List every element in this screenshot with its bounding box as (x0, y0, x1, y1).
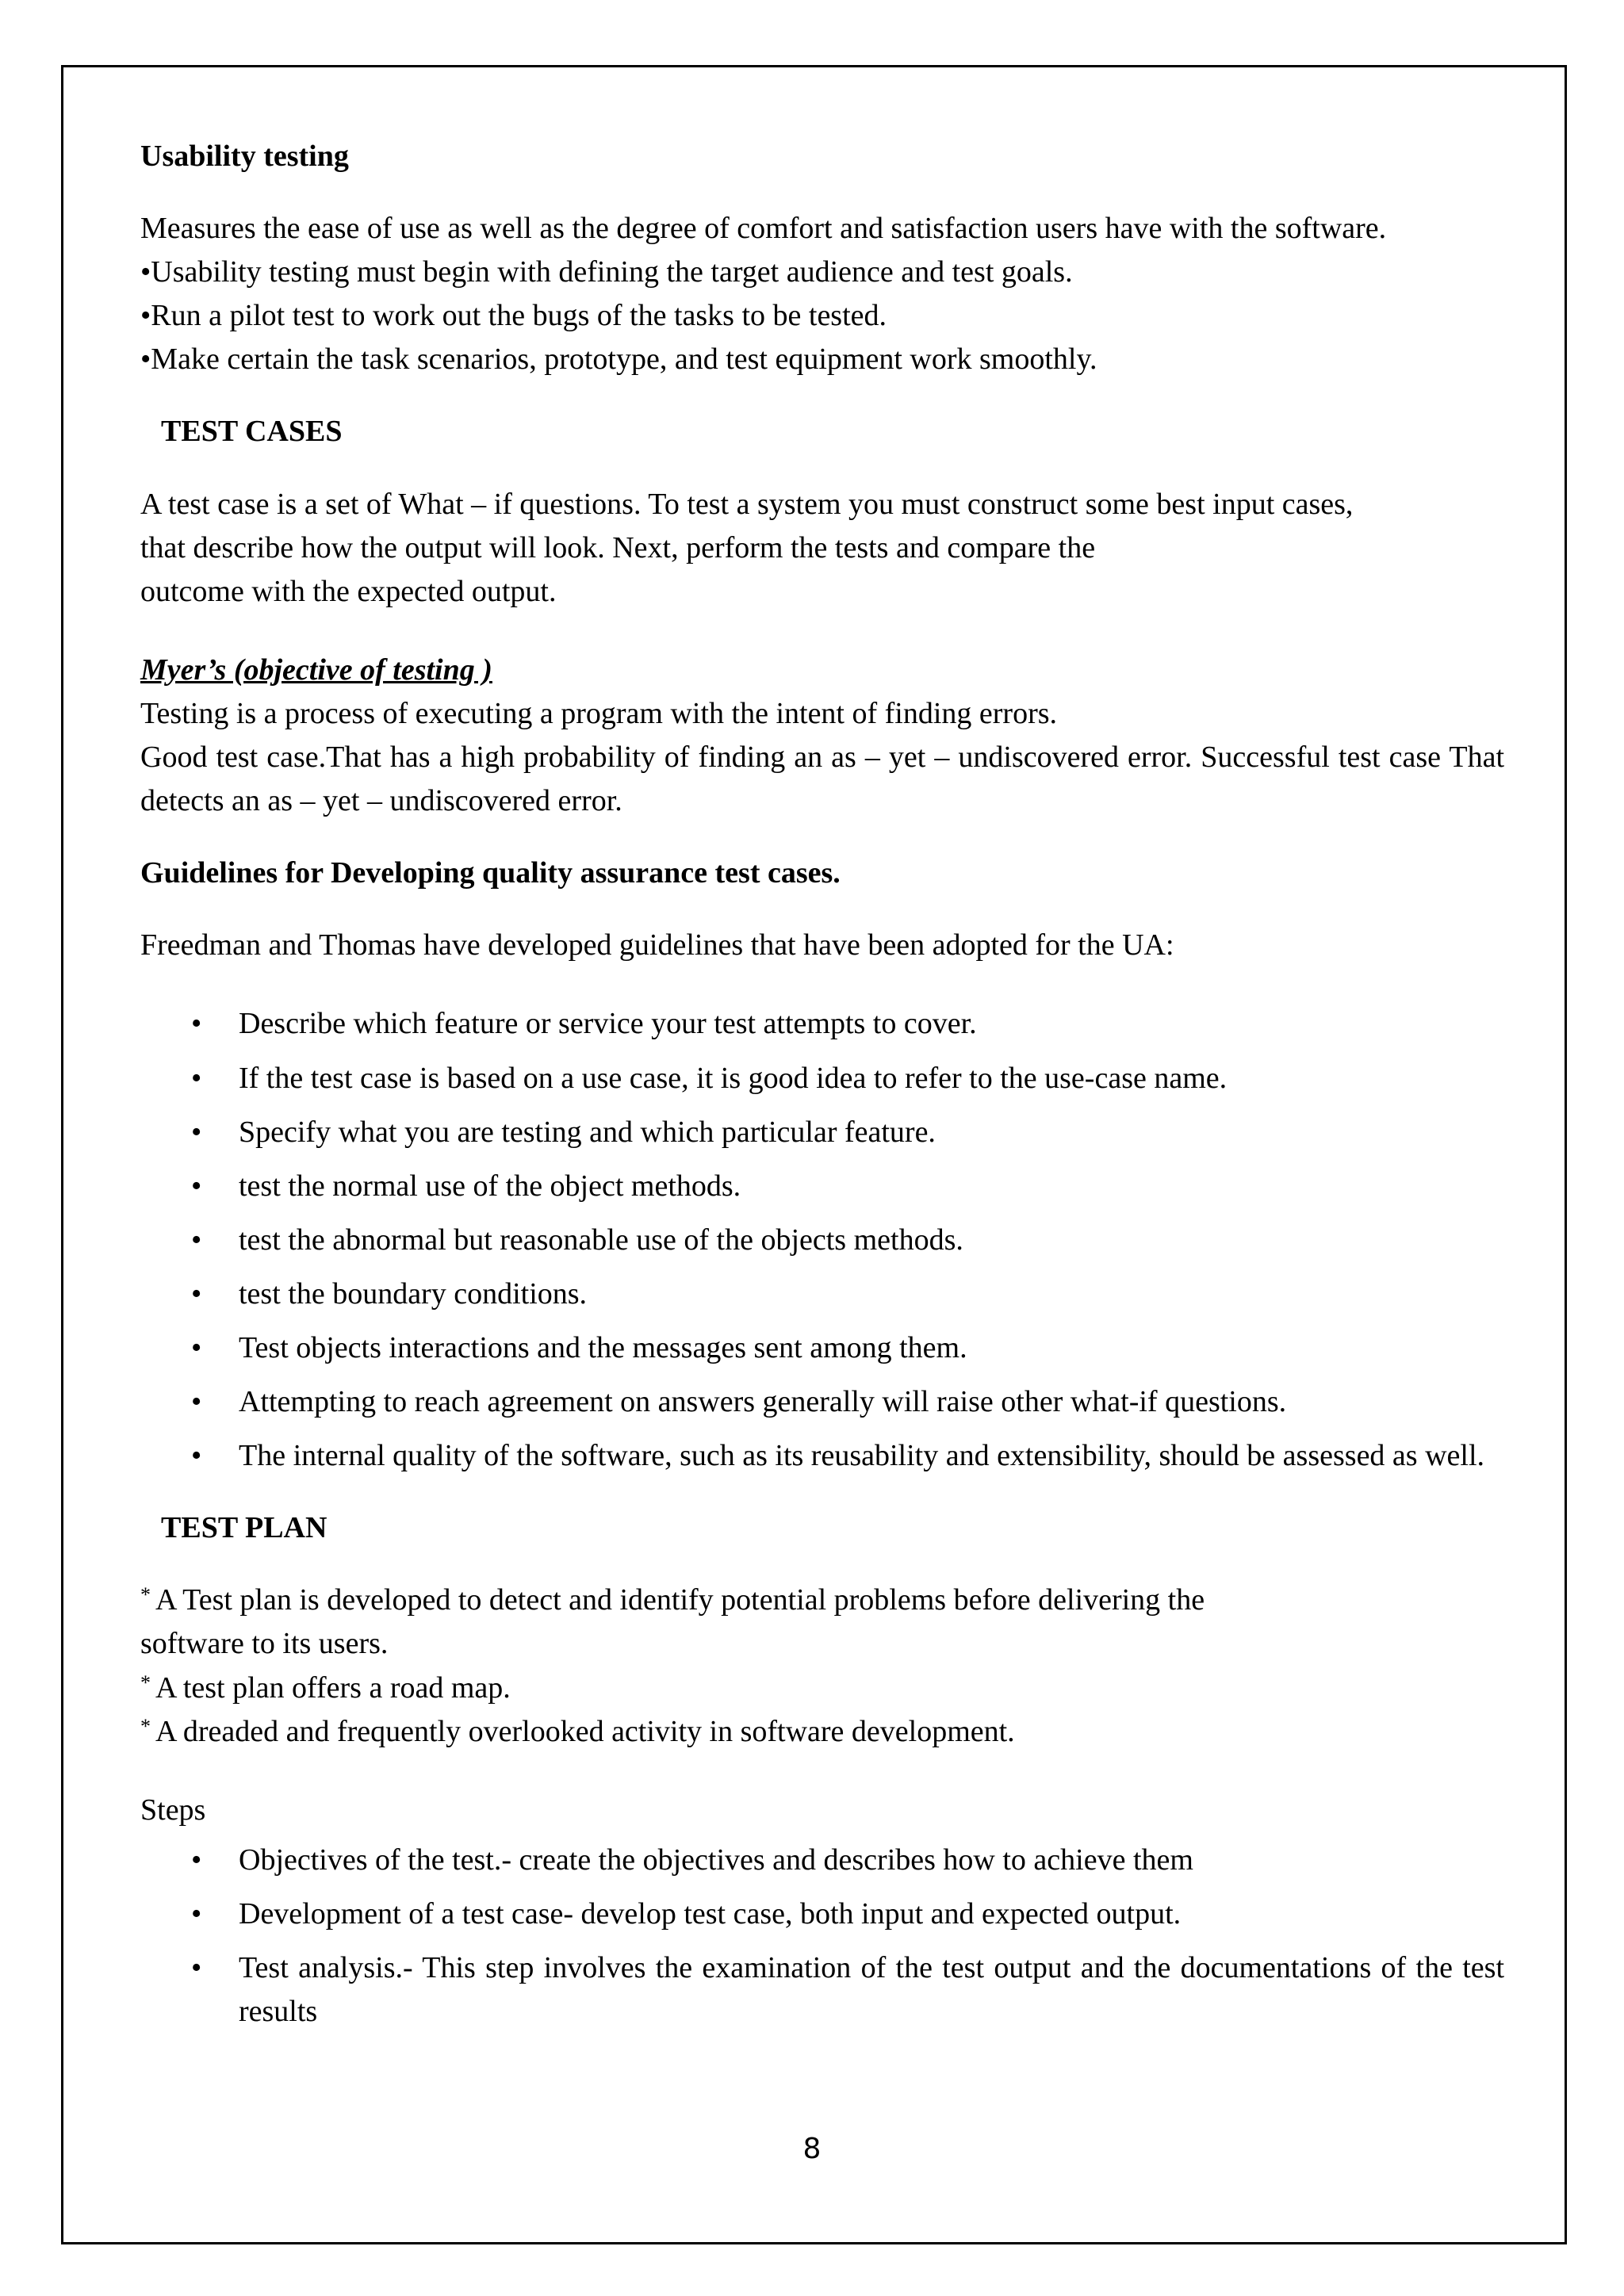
bullet-icon: • (191, 1007, 202, 1041)
bullet-icon: • (191, 1330, 202, 1364)
asterisk-icon: * (140, 1714, 151, 1738)
list-item: • Specify what you are testing and which particular feature. (140, 1111, 1504, 1154)
list-item: • Describe which feature or service your test attempts to cover. (140, 1002, 1504, 1046)
test-plan-heading: TEST PLAN (161, 1511, 327, 1545)
test-plan-point-continued: software to its users. (140, 1627, 389, 1661)
steps-list (140, 1839, 1504, 2034)
list-item: • test the abnormal but reasonable use of the objects methods. (140, 1219, 1504, 1262)
myers-heading: Myer’s (objective of testing ) (140, 652, 492, 687)
list-item: • Objectives of the test.- create the objectives and describes how to achieve them (140, 1839, 1504, 1882)
bullet-icon: • (191, 1896, 202, 1931)
list-item: • Attempting to reach agreement on answers generally will raise other what-if questions. (140, 1380, 1504, 1424)
test-cases-line: outcome with the expected output. (140, 574, 557, 608)
bullet-icon: • (191, 1169, 202, 1203)
list-item: • Test analysis.- This step involves the examination of the test output and the documentations of the test results (140, 1946, 1504, 2034)
guidelines-intro: Freedman and Thomas have developed guidelines that have been adopted for the UA: (140, 928, 1174, 962)
test-plan-point: * A dreaded and frequently overlooked activity in software development. (140, 1714, 1015, 1748)
bullet-icon: • (191, 1951, 202, 1984)
guidelines-list (140, 1002, 1504, 1478)
test-plan-point: * A Test plan is developed to detect and identify potential problems before delivering the (140, 1583, 1205, 1617)
list-item: • Development of a test case- develop test case, both input and expected output. (140, 1892, 1504, 1936)
test-plan-point: * A test plan offers a road map. (140, 1670, 511, 1705)
bullet-icon: • (191, 1223, 202, 1257)
usability-heading: Usability testing (140, 140, 349, 173)
bullet-icon: • (191, 1439, 202, 1473)
guidelines-heading: Guidelines for Developing quality assurance test cases. (140, 856, 841, 890)
list-item: • test the normal use of the object methods. (140, 1165, 1504, 1208)
page-number: 8 (802, 2133, 822, 2165)
bullet-icon: • (191, 1276, 202, 1311)
usability-point: •Run a pilot test to work out the bugs of the tasks to be tested. (140, 299, 887, 333)
bullet-icon: • (191, 1385, 202, 1419)
bullet-icon: • (191, 1061, 202, 1095)
document-body (140, 135, 1504, 2044)
list-item: • If the test case is based on a use case, it is good idea to refer to the use-case name. (140, 1057, 1504, 1100)
test-cases-line: A test case is a set of What – if questions. To test a system you must construct some best input cases, (140, 487, 1354, 521)
myers-line: Good test case.That has a high probability of finding an as – yet – undiscovered error. Successful test case That detects an as – yet – undiscovered error. (140, 740, 1504, 818)
test-cases-heading: TEST CASES (161, 415, 343, 449)
list-item: • The internal quality of the software, such as its reusability and extensibility, should be assessed as well. (140, 1434, 1504, 1478)
usability-point: •Make certain the task scenarios, prototype, and test equipment work smoothly. (140, 342, 1097, 377)
list-item: • test the boundary conditions. (140, 1272, 1504, 1316)
myers-line: Testing is a process of executing a program with the intent of finding errors. (140, 696, 1058, 730)
asterisk-icon: * (140, 1583, 151, 1607)
asterisk-icon: * (140, 1670, 151, 1694)
bullet-icon: • (191, 1115, 202, 1149)
list-item: • Test objects interactions and the messages sent among them. (140, 1326, 1504, 1370)
usability-point: •Usability testing must begin with defining the target audience and test goals. (140, 255, 1073, 289)
test-cases-line: that describe how the output will look. Next, perform the tests and compare the (140, 530, 1096, 564)
bullet-icon: • (191, 1843, 202, 1877)
steps-label: Steps (140, 1793, 206, 1827)
usability-intro: Measures the ease of use as well as the degree of comfort and satisfaction users have with the software. (140, 212, 1387, 246)
